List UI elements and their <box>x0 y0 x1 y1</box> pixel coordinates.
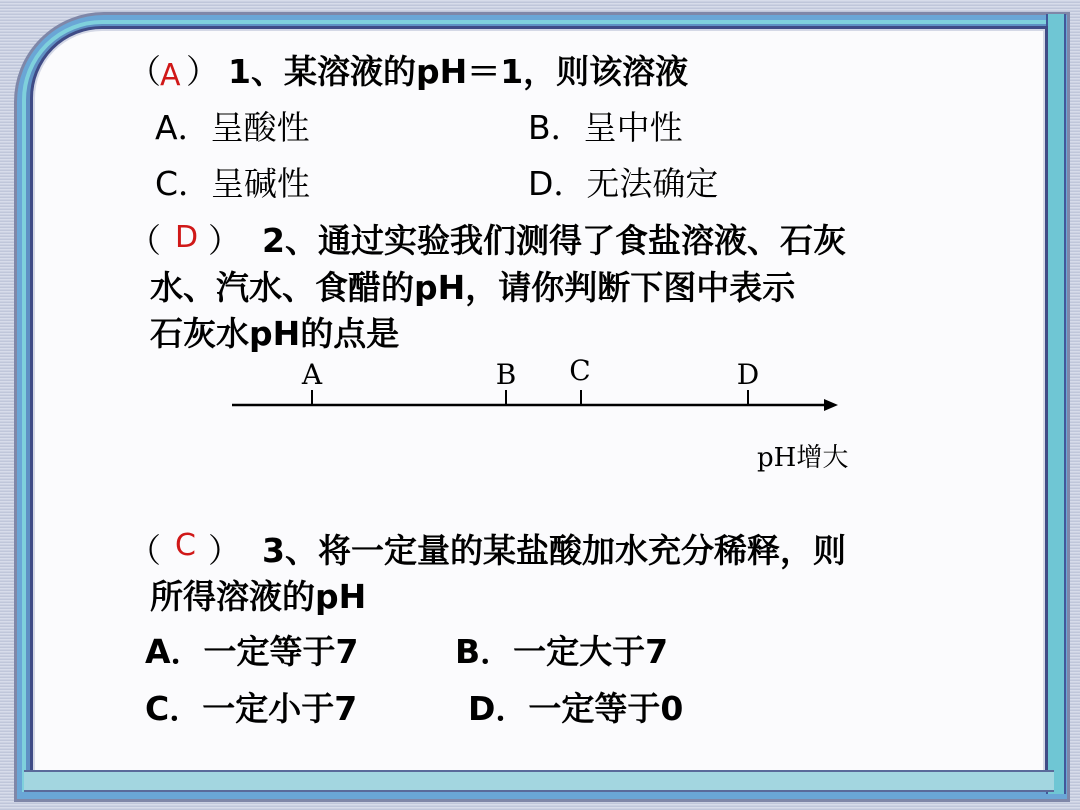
q1-option-d: D．无法确定 <box>528 164 719 203</box>
q2-paren-close: ） <box>208 221 241 260</box>
q2-stem-line-2: 水、汽水、食醋的pH，请你判断下图中表示 <box>150 268 796 307</box>
q3-stem-line-2: 所得溶液的pH <box>150 577 367 616</box>
q1-paren-close: ） <box>186 52 219 91</box>
q2-paren-open: （ <box>128 221 161 260</box>
q2-answer: D <box>175 220 199 255</box>
q3-option-d: D．一定等于0 <box>468 689 684 728</box>
q1-option-a: A．呈酸性 <box>155 108 310 147</box>
q1-option-b: B．呈中性 <box>528 108 683 147</box>
q3-option-c: C．一定小于7 <box>145 689 358 728</box>
ph-axis-arrowhead <box>824 399 838 411</box>
q1-stem: 1、某溶液的pH＝1，则该溶液 <box>228 52 689 91</box>
q3-option-b: B．一定大于7 <box>455 632 669 671</box>
q3-stem-line-1: 3、将一定量的某盐酸加水充分稀释，则 <box>262 531 846 570</box>
q2-stem-line-3: 石灰水pH的点是 <box>150 314 400 353</box>
ph-point-a: A <box>301 358 323 391</box>
q1-paren-open: （ <box>128 52 161 91</box>
q3-paren-open: （ <box>128 531 161 570</box>
q3-paren-close: ） <box>208 531 241 570</box>
ph-point-b: B <box>495 358 517 391</box>
q3-answer: C <box>175 528 196 563</box>
ph-axis-label: pH增大 <box>757 443 849 473</box>
ph-point-c: C <box>569 354 591 387</box>
q3-option-a: A．一定等于7 <box>145 632 359 671</box>
ph-point-d: D <box>736 358 760 391</box>
q2-stem-line-1: 2、通过实验我们测得了食盐溶液、石灰 <box>262 221 846 260</box>
q1-option-c: C．呈碱性 <box>155 164 311 203</box>
q1-answer: A <box>160 58 181 93</box>
